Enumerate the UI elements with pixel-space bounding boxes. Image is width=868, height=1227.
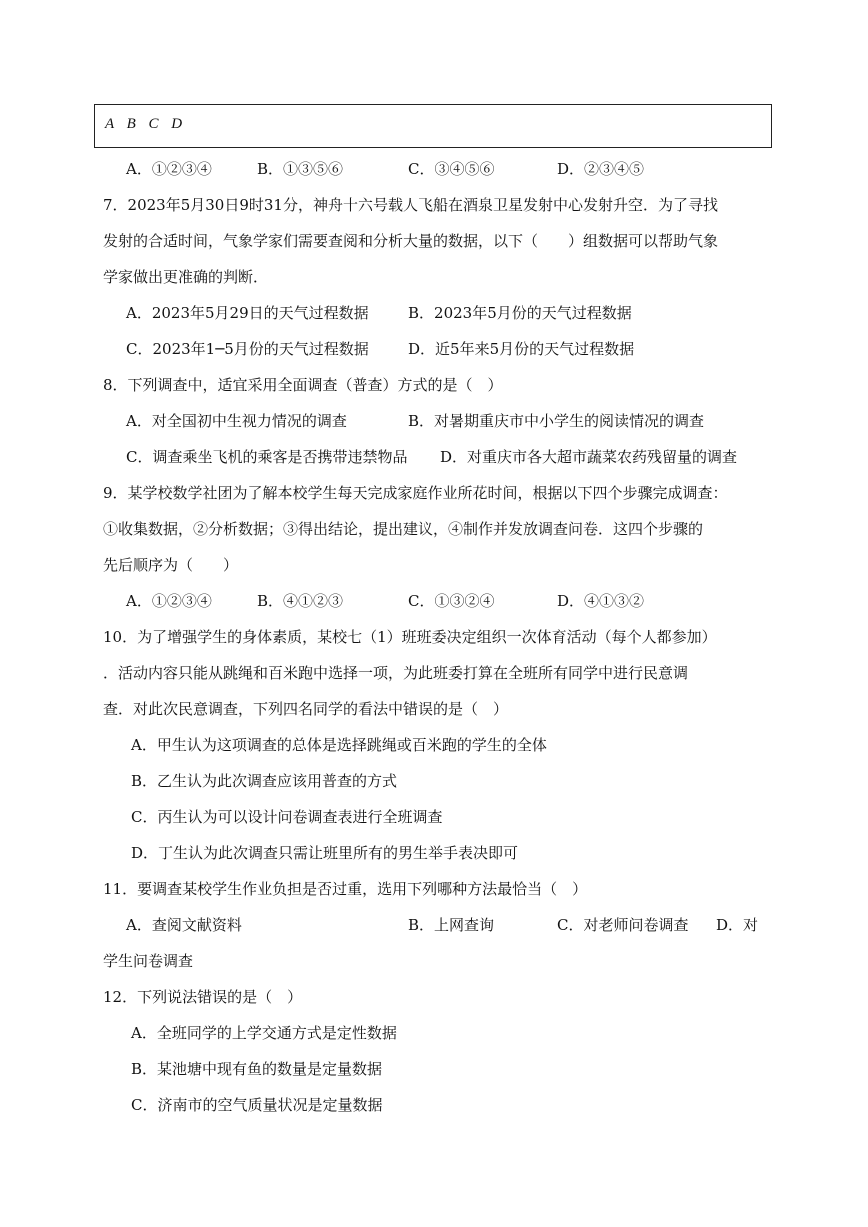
q10-option-b: B．乙生认为此次调查应该用普查的方式 — [131, 772, 398, 790]
q10-option-c: C．丙生认为可以设计问卷调查表进行全班调查 — [131, 808, 443, 826]
q10-stem-line-2: ．活动内容只能从跳绳和百米跑中选择一项，为此班委打算在全班所有同学中进行民意调 — [103, 664, 689, 682]
q12-option-a: A．全班同学的上学交通方式是定性数据 — [131, 1024, 397, 1042]
q7-option-c: C．2023年1─5月份的天气过程数据 — [126, 340, 369, 358]
q7-stem-line-3: 学家做出更准确的判断． — [103, 268, 269, 286]
q9-stem-line-2: ①收集数据，②分析数据；③得出结论，提出建议，④制作并发放调查问卷．这四个步骤的 — [103, 520, 704, 538]
q10-option-d: D．丁生认为此次调查只需让班里所有的男生举手表决即可 — [131, 844, 519, 862]
q9-option-c: C．①③②④ — [408, 592, 495, 610]
q11-option-d: D．对 — [716, 916, 759, 934]
q9-stem-line-1: 9．某学校数学社团为了解本校学生每天完成家庭作业所花时间，根据以下四个步骤完成调查： — [103, 484, 728, 502]
q9-option-b: B．④①②③ — [257, 592, 344, 610]
q10-option-a: A．甲生认为这项调查的总体是选择跳绳或百米跑的学生的全体 — [131, 736, 547, 754]
q11-option-b: B．上网查询 — [408, 916, 495, 934]
q6-option-a: A．①②③④ — [126, 160, 212, 178]
q9-stem-line-3: 先后顺序为（ ） — [103, 556, 239, 574]
q11-option-d-continuation: 学生问卷调查 — [103, 952, 194, 970]
q8-option-b: B．对暑期重庆市中小学生的阅读情况的调查 — [408, 412, 705, 430]
q7-option-a: A．2023年5月29日的天气过程数据 — [126, 304, 369, 322]
answer-box — [94, 104, 772, 148]
q8-option-c: C．调查乘坐飞机的乘客是否携带违禁物品 — [126, 448, 408, 466]
q9-option-d: D．④①③② — [557, 592, 645, 610]
q6-option-b: B．①③⑤⑥ — [257, 160, 344, 178]
answer-box-text: A B C D — [105, 116, 183, 132]
q6-option-c: C．③④⑤⑥ — [408, 160, 495, 178]
q12-stem: 12．下列说法错误的是（ ） — [103, 988, 303, 1006]
q12-option-b: B．某池塘中现有鱼的数量是定量数据 — [131, 1060, 383, 1078]
q8-option-a: A．对全国初中生视力情况的调查 — [126, 412, 347, 430]
q8-stem: 8．下列调查中，适宜采用全面调查（普查）方式的是（ ） — [103, 376, 503, 394]
q12-option-c: C．济南市的空气质量状况是定量数据 — [131, 1096, 383, 1114]
q11-stem: 11．要调查某校学生作业负担是否过重，选用下列哪种方法最恰当（ ） — [103, 880, 588, 898]
q6-option-d: D．②③④⑤ — [557, 160, 645, 178]
q7-stem-line-1: 7．2023年5月30日9时31分，神舟十六号载人飞船在酒泉卫星发射中心发射升空．为了寻找 — [103, 196, 718, 214]
q9-option-a: A．①②③④ — [126, 592, 212, 610]
q7-option-d: D．近5年来5月份的天气过程数据 — [408, 340, 635, 358]
q11-option-c: C．对老师问卷调查 — [557, 916, 689, 934]
q10-stem-line-3: 查．对此次民意调查，下列四名同学的看法中错误的是（ ） — [103, 700, 509, 718]
q7-option-b: B．2023年5月份的天气过程数据 — [408, 304, 632, 322]
q11-option-a: A．查阅文献资料 — [126, 916, 242, 934]
q8-option-d: D．对重庆市各大超市蔬菜农药残留量的调查 — [440, 448, 738, 466]
q10-stem-line-1: 10．为了增强学生的身体素质，某校七（1）班班委决定组织一次体育活动（每个人都参加） — [103, 628, 717, 646]
q7-stem-line-2: 发射的合适时间，气象学家们需要查阅和分析大量的数据，以下（ ）组数据可以帮助气象 — [103, 232, 719, 250]
